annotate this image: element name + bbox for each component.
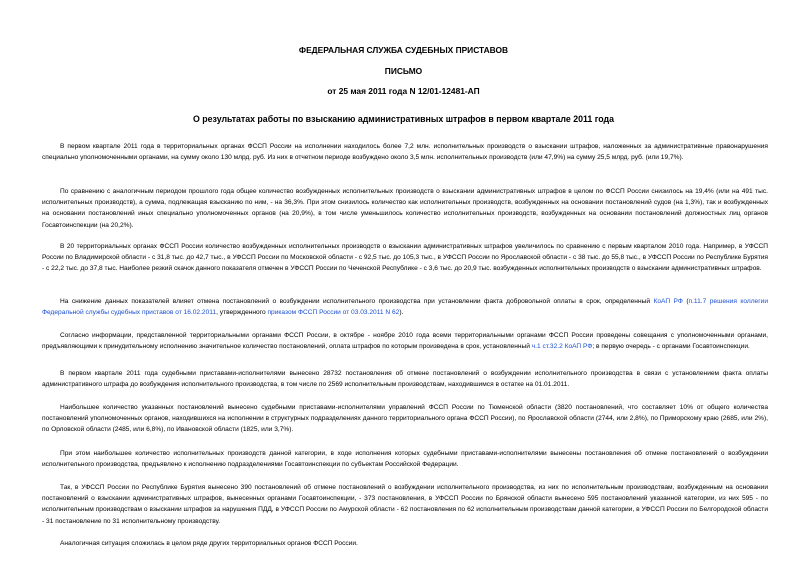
paragraph-6: В первом квартале 2011 года судебными приставами-исполнителями вынесено 28732 постановления об отмене постановлений о возбуждении исполнительного производства в связи с установлением факта оплаты административного штрафа до возбуждения исполнительного производства, в том числе по 2569 исполнительным производствам, находившимся в остатке на 01.01.2011.	[42, 370, 768, 389]
paragraph-7: Наибольшее количество указанных постановлений вынесено судебными приставами-исполнителями управлений ФССП России по Тюменской области (3820 постановлений, что составляет 10% от общего количества постановлений уполномоченных органов, находившихся на исполнении в структурных подразделениях данного территориального органа ФССП России), по Ярославской области (2744, или 2,8%), по Приморскому краю (2685, или 2%), по Орловской области (2485, или 6,8%), по Ивановской области (1825, или 3,7%).	[42, 404, 768, 434]
koap-link[interactable]: КоАП РФ	[653, 298, 683, 305]
paragraph-1: В первом квартале 2011 года в территориальных органах ФССП России на исполнении находилось более 7,2 млн. исполнительных производств о взыскании штрафов, наложенных за административные правонарушения специально уполномоченными органами, на сумму около 130 млрд. руб. Из них в отчетном периоде возбуждено около 3,5 млн. исполнительных производств (или 47,9%) на сумму 25,5 млрд. руб. (или 19,7%).	[42, 143, 768, 162]
paragraph-5	[42, 330, 768, 352]
fssp-order-link[interactable]: приказом ФССП России от 03.03.2011 N 62	[267, 309, 400, 317]
paragraph-3: В 20 территориальных органах ФССП России количество возбужденных исполнительных производств о взыскании административных штрафов увеличилось по сравнению с первым кварталом 2010 года. Например, в УФССП России по Владимирской области - с 31,8 тыс. до 42,7 тыс., в УФССП России по Московской области - с 92,5 тыс. до 105,3 тыс., в УФССП России по Ярославской области - с 38 тыс. до 55,8 тыс., в УФССП России по Республике Бурятия - с 22,2 тыс. до 37,8 тыс. Наиболее резкий скачок данного показателя отмечен в УФССП России по Чеченской Республике - с 3,6 тыс. до 20,9 тыс. возбужденных исполнительных производств о взыскании административных штрафов.	[42, 243, 768, 273]
document-type: ПИСЬМО	[384, 66, 423, 76]
document-title: О результатах работы по взысканию административных штрафов в первом квартале 2011 года	[192, 114, 615, 124]
organization-title: ФЕДЕРАЛЬНАЯ СЛУЖБА СУДЕБНЫХ ПРИСТАВОВ	[298, 45, 509, 55]
koap-article-link[interactable]: ч.1 ст.32.2 КоАП РФ	[531, 343, 593, 351]
paragraph-10: Аналогичная ситуация сложилась в целом ряде других территориальных органов ФССП России.	[60, 540, 358, 547]
collegium-decision-link[interactable]: п.11.7 решения коллегии Федеральной службы судебных приставов от 16.02.2011	[42, 298, 769, 317]
paragraph-4	[42, 296, 768, 318]
paragraph-5-text-b: ; в первую очередь - с органами Госавтоинспекции.	[592, 343, 750, 351]
paragraph-4-text-b: (	[682, 298, 689, 305]
paragraph-8: При этом наибольшее количество исполнительных производств данной категории, в ходе исполнения которых судебными приставами-исполнителями вынесены постановления об отмене постановлений о возбуждении исполнительного производства, предъявлено к исполнению подразделениями Госавтоинспекции по субъектам Российской Федерации.	[42, 450, 768, 469]
document-date: от 25 мая 2011 года N 12/01-12481-АП	[327, 86, 480, 96]
paragraph-5-text-a: Согласно информации, представленной территориальными органами ФССП России, в октябре - ноябре 2010 года всеми территориальными органами ФССП России проведены совещания с уполномоченными органами, предъявляющими к принудительному исполнению значительное количество постановлений, оплата штрафов по которым произведена в срок, установленный	[42, 332, 768, 351]
paragraph-4-text-a: На снижение данных показателей влияет отмена постановлений о возбуждении исполнительного производства при установлении факта добровольной оплаты в срок, определенный	[60, 298, 654, 305]
paragraph-2: По сравнению с аналогичным периодом прошлого года общее количество возбужденных исполнительных производств о взыскании административных штрафов в целом по ФССП России снизилось на 19,4% (или на 491 тыс. исполнительных производств), а сумма, подлежащая взысканию по ним, - на 36,3%. При этом снизилось количество как исполнительных производств, возбужденных на основании постановлений судов (на 1,3%), так и возбужденных на основании постановлений иных специально уполномоченных органов (на 20,9%), в том числе уменьшилось количество исполнительных производств, возбужденных на основании постановлений должностных лиц органов Госавтоинспекции (на 20,2%).	[42, 188, 768, 229]
paragraph-4-text-c: , утвержденного	[216, 309, 268, 317]
paragraph-4-text-d: ).	[399, 309, 404, 317]
paragraph-9: Так, в УФССП России по Республике Бурятия вынесено 390 постановлений об отмене постановлений о возбуждении исполнительного производства, из них по исполнительным производствам, возбужденным на основании постановлений о взыскании административных штрафов, вынесенных органами Госавтоинспекции, - 373 постановления, в УФССП России по Брянской области вынесено 595 постановлений указанной категории, из них 595 - по исполнительным производствам о взыскании штрафов за нарушения ПДД, в УФССП России по Амурской области - 62 постановления по 62 исполнительным производствам данной категории, в УФССП России по Белгородской области - 31 постановление по 31 исполнительному производству.	[42, 484, 768, 525]
